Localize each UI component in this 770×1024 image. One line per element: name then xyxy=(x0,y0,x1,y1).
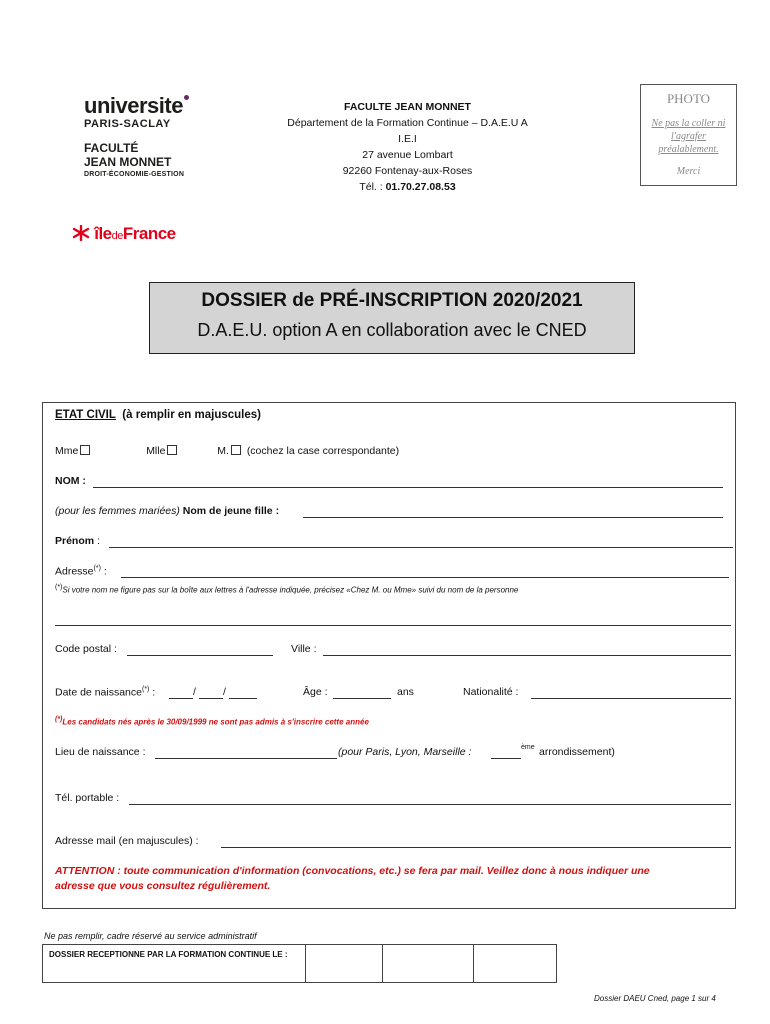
adresse-colon: : xyxy=(103,565,107,578)
date-note-star: (*) xyxy=(55,716,63,723)
photo-note: Ne pas la coller ni l'agrafer préalablement. xyxy=(651,118,726,155)
age-field[interactable] xyxy=(333,698,391,699)
logo-line1: universite xyxy=(84,93,183,118)
faculty-address xyxy=(240,99,575,195)
date-colon: : xyxy=(152,686,156,699)
idf-part3: France xyxy=(122,224,176,243)
adresse-field-2[interactable] xyxy=(55,625,731,626)
page-subtitle: D.A.E.U. option A en collaboration avec le CNED xyxy=(197,320,587,340)
admin-cell-2 xyxy=(383,945,474,983)
admin-cell-3 xyxy=(474,945,557,983)
logo-line5: DROIT-ÉCONOMIE-GESTION xyxy=(84,171,185,178)
admin-table xyxy=(42,944,557,983)
mail-label: Adresse mail (en majuscules) : xyxy=(55,835,199,847)
unit: I.E.I xyxy=(398,133,417,145)
logo-line3: FACULTÉ xyxy=(84,141,139,155)
lieu-label: Lieu de naissance : xyxy=(55,746,146,758)
arrondissement-label: arrondissement) xyxy=(539,746,615,758)
mail-field[interactable] xyxy=(221,847,731,848)
jeune-fille-row xyxy=(55,505,279,517)
photo-title: PHOTO xyxy=(666,91,711,106)
date-slash-1: / xyxy=(193,686,196,698)
arrondissement-field[interactable] xyxy=(491,758,521,759)
street: 27 avenue Lombart xyxy=(362,149,453,161)
age-label: Âge : xyxy=(303,686,328,698)
logo-line4: JEAN MONNET xyxy=(84,155,172,169)
nom-label: NOM : xyxy=(55,475,86,487)
department: Département de la Formation Continue – D.A.E.U A xyxy=(287,117,528,129)
section-heading xyxy=(55,409,261,421)
tel-field[interactable] xyxy=(129,804,731,805)
nom-field[interactable] xyxy=(93,487,723,488)
civility-row xyxy=(55,445,399,457)
adresse-label: Adresse xyxy=(55,565,94,578)
phone-number: 01.70.27.08.53 xyxy=(385,181,456,193)
date-naissance-row xyxy=(55,686,155,699)
section-title: ETAT CIVIL xyxy=(55,409,116,421)
date-day-field[interactable] xyxy=(169,698,193,699)
date-note-row xyxy=(55,716,369,727)
m-label: M. xyxy=(217,445,229,457)
page-title: DOSSIER de PRÉ-INSCRIPTION 2020/2021 xyxy=(201,290,583,311)
photo-box xyxy=(640,84,737,186)
prenom-row xyxy=(55,535,100,547)
date-naissance-label: Date de naissance xyxy=(55,686,142,699)
eme-sup: ème xyxy=(521,744,535,751)
logo-dot-icon xyxy=(184,95,189,100)
nationalite-label: Nationalité : xyxy=(463,686,519,698)
prenom-field[interactable] xyxy=(109,547,733,548)
faculty-name: FACULTE JEAN MONNET xyxy=(344,101,471,113)
adresse-note: Si votre nom ne figure pas sur la boîte aux lettres à l'adresse indiquée, précisez «Chez M. ou Mme» suivi du nom de la personne xyxy=(62,585,519,595)
adresse-note-row xyxy=(55,584,518,595)
idf-part1: île xyxy=(94,224,112,243)
prenom-label: Prénom xyxy=(55,535,95,547)
photo-thanks: Merci xyxy=(676,166,701,177)
universite-logo xyxy=(84,95,204,181)
lieu-field[interactable] xyxy=(155,758,337,759)
admin-cell-1 xyxy=(306,945,383,983)
tel-label: Tél. portable : xyxy=(55,792,120,804)
civility-hint: (cochez la case correspondante) xyxy=(246,445,400,457)
idf-part2: de xyxy=(111,230,123,242)
nationalite-field[interactable] xyxy=(531,698,731,699)
star-icon xyxy=(72,225,90,241)
date-slash-2: / xyxy=(223,686,226,698)
mlle-checkbox[interactable] xyxy=(167,445,177,455)
code-postal-field[interactable] xyxy=(127,655,273,656)
date-month-field[interactable] xyxy=(199,698,223,699)
attention-line-1: ATTENTION : toute communication d'information (convocations, etc.) se fera par mail. Veillez donc à nous indiquer une xyxy=(55,865,650,877)
section-hint: (à remplir en majuscules) xyxy=(122,409,261,421)
date-year-field[interactable] xyxy=(229,698,257,699)
date-star: (*) xyxy=(141,686,150,693)
ville-label: Ville : xyxy=(291,643,317,655)
admin-note: Ne pas remplir, cadre réservé au service administratif xyxy=(44,931,257,941)
attention-line-2: adresse que vous consultez régulièrement. xyxy=(55,880,271,892)
jeune-fille-prefix: (pour les femmes mariées) xyxy=(55,505,180,517)
m-checkbox[interactable] xyxy=(231,445,241,455)
date-note: Les candidats nés après le 30/09/1999 ne sont pas admis à s'inscrire cette année xyxy=(62,717,369,727)
admin-cell-label: DOSSIER RECEPTIONNE PAR LA FORMATION CONTINUE LE : xyxy=(43,945,306,983)
mlle-label: Mlle xyxy=(146,445,166,457)
city: 92260 Fontenay-aux-Roses xyxy=(342,165,473,177)
ans-label: ans xyxy=(397,686,414,698)
adresse-field[interactable] xyxy=(121,577,729,578)
phone-label: Tél. : xyxy=(359,181,383,193)
title-box xyxy=(149,282,635,354)
jeune-fille-field[interactable] xyxy=(303,517,723,518)
adresse-row xyxy=(55,565,107,578)
page-footer: Dossier DAEU Cned, page 1 sur 4 xyxy=(594,994,716,1003)
mme-label: Mme xyxy=(55,445,79,457)
prenom-colon: : xyxy=(97,535,100,547)
iledefrance-logo xyxy=(72,224,176,244)
adresse-note-star: (*) xyxy=(55,584,63,591)
logo-line2: PARIS-SACLAY xyxy=(84,118,171,130)
jeune-fille-label: Nom de jeune fille : xyxy=(182,505,280,517)
ville-field[interactable] xyxy=(323,655,731,656)
etat-civil-form xyxy=(42,402,736,909)
lieu-hint: (pour Paris, Lyon, Marseille : xyxy=(338,746,472,758)
adresse-star: (*) xyxy=(93,565,101,572)
mme-checkbox[interactable] xyxy=(80,445,90,455)
code-postal-label: Code postal : xyxy=(55,643,117,655)
table-row xyxy=(43,945,557,983)
